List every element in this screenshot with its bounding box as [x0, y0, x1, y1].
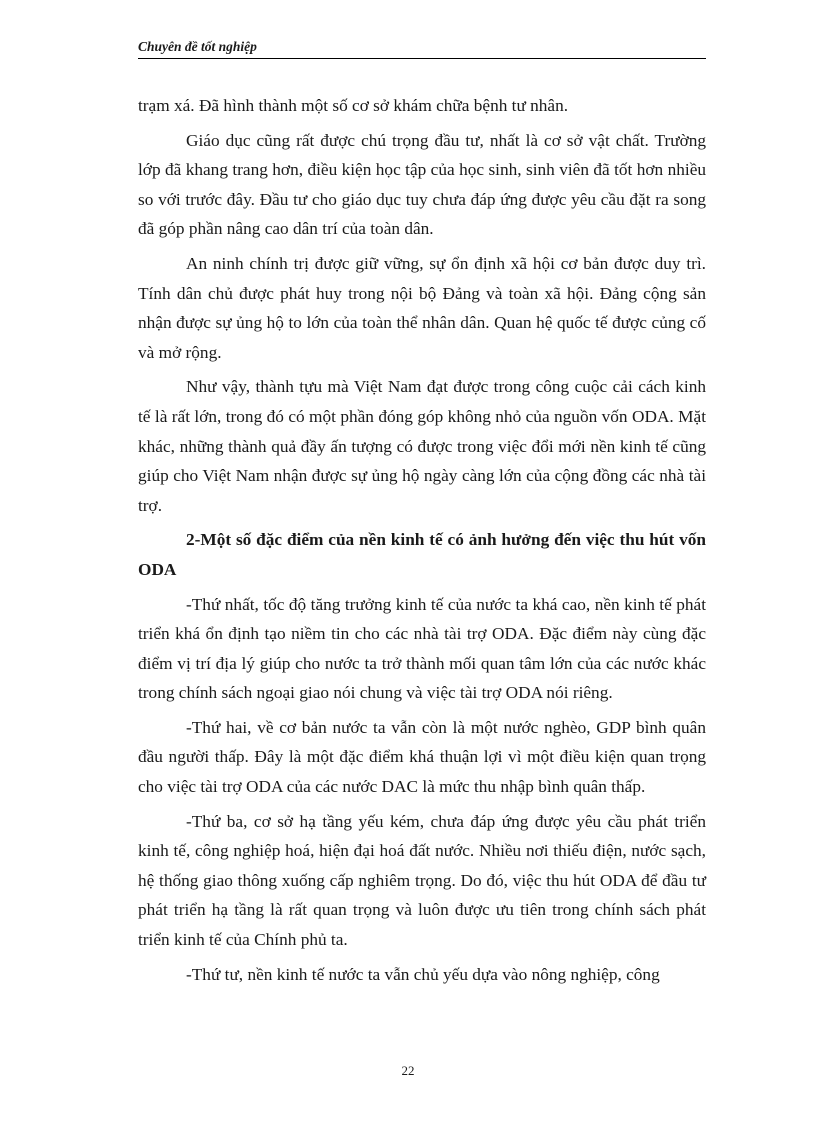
paragraph: Giáo dục cũng rất được chú trọng đầu tư, nhất là cơ sở vật chất. Trường lớp đã khang trang hơn, điều kiện học tập của học sinh, sinh viên đã tốt hơn nhiều so với trước đây. Đầu tư cho giáo dục tuy chưa đáp ứng được yêu cầu đặt ra song đã góp phần nâng cao dân trí của toàn dân. [138, 130, 706, 239]
paragraph: Như vậy, thành tựu mà Việt Nam đạt được trong công cuộc cải cách kinh tế là rất lớn, trong đó có một phần đóng góp không nhỏ của nguồn vốn ODA. Mặt khác, những thành quả đầy ấn tượng có được trong việc đổi mới nền kinh tế cũng giúp cho Việt Nam nhận được sự ủng hộ ngày càng lớn của cộng đồng các nhà tài trợ. [138, 377, 706, 515]
page-number: 22 [401, 1063, 415, 1078]
header-title: Chuyên đề tốt nghiệp [138, 39, 257, 54]
page-header [138, 38, 706, 59]
document-body [138, 91, 706, 994]
paragraph: -Thứ tư, nền kinh tế nước ta vẫn chủ yếu dựa vào nông nghiệp, công [186, 964, 660, 984]
paragraph: -Thứ nhất, tốc độ tăng trưởng kinh tế của nước ta khá cao, nền kinh tế phát triển khá ổn định tạo niềm tin cho các nhà tài trợ ODA. Đặc điểm này cùng đặc điểm vị trí địa lý giúp cho nước ta trở thành mối quan tâm lớn của các nước khác trong chính sách ngoại giao nói chung và việc tài trợ ODA nói riêng. [138, 594, 706, 703]
paragraph: trạm xá. Đã hình thành một số cơ sở khám chữa bệnh tư nhân. [138, 96, 569, 115]
paragraph: -Thứ hai, về cơ bản nước ta vẫn còn là một nước nghèo, GDP bình quân đầu người thấp. Đây là một đặc điểm khá thuận lợi vì một điều kiện quan trọng cho việc tài trợ ODA của các nước DAC là mức thu nhập bình quân thấp. [138, 717, 706, 797]
paragraph: -Thứ ba, cơ sở hạ tầng yếu kém, chưa đáp ứng được yêu cầu phát triển kinh tế, công nghiệp hoá, hiện đại hoá đất nước. Nhiều nơi thiếu điện, nước sạch, hệ thống giao thông xuống cấp nghiêm trọng. Do đó, việc thu hút ODA để đầu tư phát triển hạ tầng là rất quan trọng và luôn được ưu tiên trong chính sách phát triển kinh tế của Chính phủ ta. [138, 811, 706, 950]
paragraph: An ninh chính trị được giữ vững, sự ổn định xã hội cơ bản được duy trì. Tính dân chủ được phát huy trong nội bộ Đảng và toàn xã hội. Đảng cộng sản nhận được sự ủng hộ to lớn của toàn thể nhân dân. Quan hệ quốc tế được củng cố và mở rộng. [138, 253, 706, 362]
section-heading: 2-Một số đặc điểm của nền kinh tế có ảnh hưởng đến việc thu hút vốn ODA [138, 530, 706, 579]
